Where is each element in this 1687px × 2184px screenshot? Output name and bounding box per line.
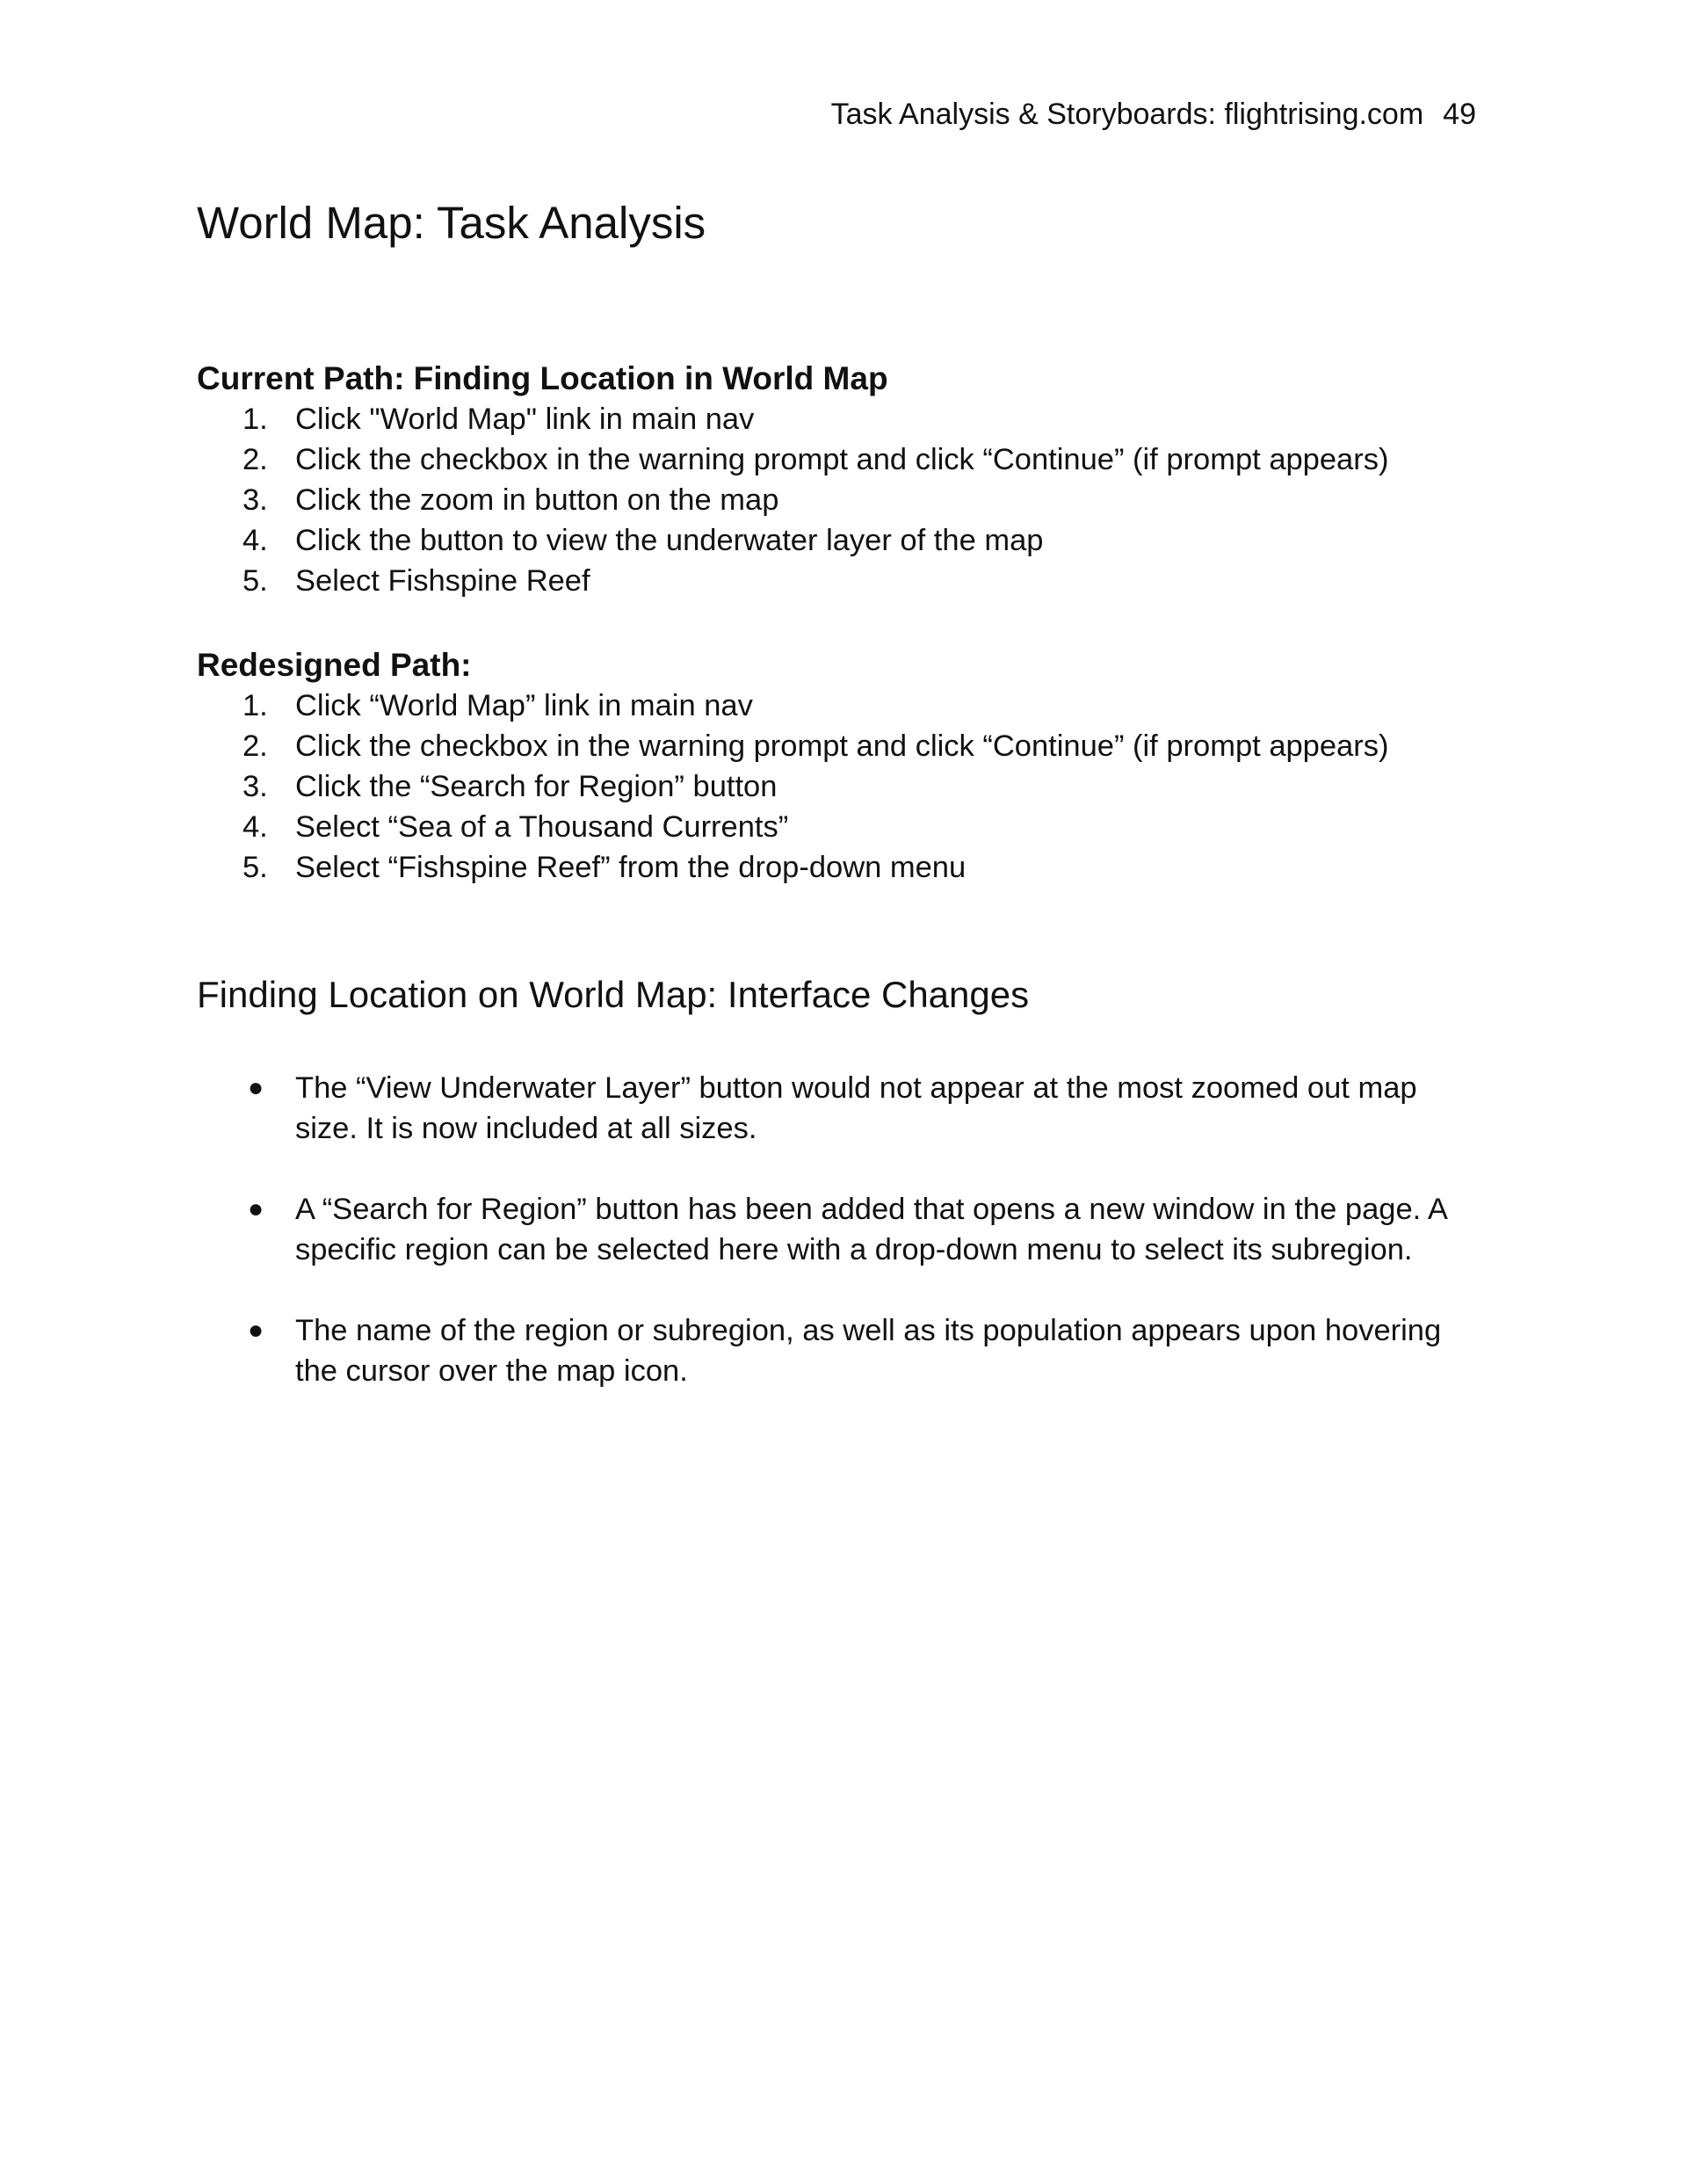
step-text: Click “World Map” link in main nav — [295, 689, 753, 723]
current-step — [197, 399, 1497, 439]
redesigned-step — [197, 766, 1497, 807]
step-number: 3. — [243, 483, 268, 517]
page-number: 49 — [1443, 98, 1476, 131]
step-text: Click the checkbox in the warning prompt and click “Continue” (if prompt appears) — [295, 729, 1389, 764]
redesigned-step — [197, 686, 1497, 726]
change-item — [197, 1189, 1480, 1270]
redesigned-step — [197, 807, 1497, 847]
current-path-heading: Current Path: Finding Location in World Map — [197, 359, 888, 396]
bullet-icon: ● — [248, 1315, 264, 1345]
change-text: The name of the region or subregion, as well as its population appears upon hovering the cursor over the map icon. — [295, 1313, 1442, 1388]
running-title: Task Analysis & Storyboards: flightrising.com — [830, 98, 1424, 131]
redesigned-step — [197, 847, 1497, 888]
document-body — [197, 195, 1497, 1432]
step-text: Click the zoom in button on the map — [295, 483, 779, 517]
page-header — [831, 97, 1476, 133]
step-number: 2. — [243, 729, 268, 764]
current-step — [197, 520, 1497, 561]
redesigned-step — [197, 726, 1497, 766]
redesigned-path-heading: Redesigned Path: — [197, 647, 472, 683]
step-text: Click the “Search for Region” button — [295, 770, 778, 804]
current-step — [197, 561, 1497, 601]
current-step — [197, 480, 1497, 520]
change-text: The “View Underwater Layer” button would not appear at the most zoomed out map size. It is now included at all sizes. — [295, 1070, 1417, 1145]
step-number: 3. — [243, 770, 268, 804]
interface-changes-list — [197, 1068, 1497, 1391]
step-number: 1. — [243, 689, 268, 723]
step-number: 5. — [243, 851, 268, 885]
page-title: World Map: Task Analysis — [197, 198, 706, 248]
bullet-icon: ● — [248, 1194, 264, 1223]
step-text: Click the button to view the underwater layer of the map — [295, 524, 1044, 557]
step-number: 4. — [243, 524, 268, 557]
step-text: Select “Sea of a Thousand Currents” — [295, 810, 789, 845]
step-text: Select Fishspine Reef — [295, 564, 590, 598]
interface-changes-title: Finding Location on World Map: Interface Changes — [197, 974, 1030, 1016]
current-path-steps — [197, 399, 1497, 601]
step-number: 2. — [243, 443, 268, 476]
step-number: 4. — [243, 810, 268, 845]
bullet-icon: ● — [248, 1072, 264, 1102]
redesigned-path-steps — [197, 686, 1497, 888]
step-number: 1. — [243, 403, 268, 436]
step-text: Click "World Map" link in main nav — [295, 403, 755, 436]
change-item — [197, 1068, 1480, 1149]
change-text: A “Search for Region” button has been added that opens a new window in the page. A specific region can be selected here with a drop-down menu to select its subregion. — [295, 1192, 1447, 1266]
step-number: 5. — [243, 564, 268, 598]
change-item — [197, 1310, 1480, 1391]
step-text: Click the checkbox in the warning prompt and click “Continue” (if prompt appears) — [295, 443, 1389, 476]
step-text: Select “Fishspine Reef” from the drop-down menu — [295, 851, 967, 885]
current-step — [197, 439, 1497, 480]
